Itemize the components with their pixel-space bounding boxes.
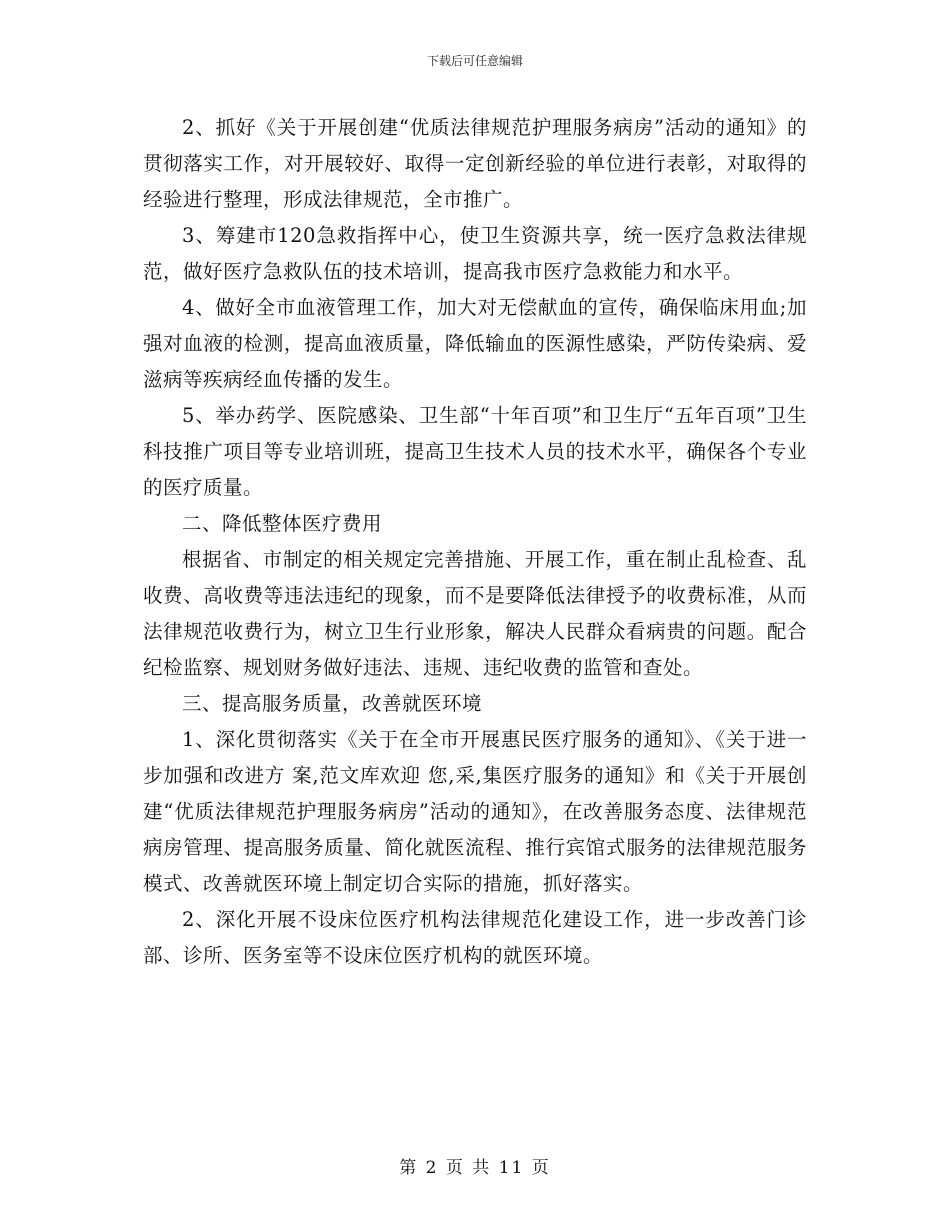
section-heading-2: 二、降低整体医疗费用	[182, 512, 383, 535]
document-body	[143, 110, 807, 974]
paragraph-cost-control: 根据省、市制定的相关规定完善措施、开展工作，重在制止乱检查、乱收费、高收费等违法违纪的现象，而不是要降低法律授予的收费标准，从而法律规范收费行为，树立卫生行业形象，解决人民群众看病贵的问题。配合纪检监察、规划财务做好违法、违规、违纪收费的监管和查处。	[143, 548, 807, 679]
paragraph-item-3: 3、筹建市120急救指挥中心，使卫生资源共享，统一医疗急救法律规范，做好医疗急救队伍的技术培训，提高我市医疗急救能力和水平。	[143, 224, 807, 283]
paragraph-service-1: 1、深化贯彻落实《关于在全市开展惠民医疗服务的通知》、《关于进一步加强和改进方 案,范文库欢迎 您,采,集医疗服务的通知》和《关于开展创建“优质法律规范护理服务病房”活动的通知》，在改善服务态度、法律规范病房管理、提高服务质量、简化就医流程、推行宾馆式服务的法律规范服务模式、改善就医环境上制定切合实际的措施，抓好落实。	[143, 728, 807, 895]
paragraph-item-5: 5、举办药学、医院感染、卫生部“十年百项”和卫生厅“五年百项”卫生科技推广项目等专业培训班，提高卫生技术人员的技术水平，确保各个专业的医疗质量。	[143, 404, 807, 499]
paragraph-item-2: 2、抓好《关于开展创建“优质法律规范护理服务病房”活动的通知》的贯彻落实工作，对开展较好、取得一定创新经验的单位进行表彰，对取得的经验进行整理，形成法律规范，全市推广。	[143, 116, 807, 211]
paragraph-service-2: 2、深化开展不设床位医疗机构法律规范化建设工作，进一步改善门诊部、诊所、医务室等不设床位医疗机构的就医环境。	[143, 908, 807, 967]
paragraph-item-4: 4、做好全市血液管理工作，加大对无偿献血的宣传，确保临床用血;加强对血液的检测，提高血液质量，降低输血的医源性感染，严防传染病、爱滋病等疾病经血传播的发生。	[143, 296, 807, 391]
page-header: 下载后可任意编辑	[426, 54, 523, 68]
page-footer: 第 2 页 共 11 页	[399, 1158, 551, 1178]
section-heading-3: 三、提高服务质量，改善就医环境	[182, 692, 483, 715]
